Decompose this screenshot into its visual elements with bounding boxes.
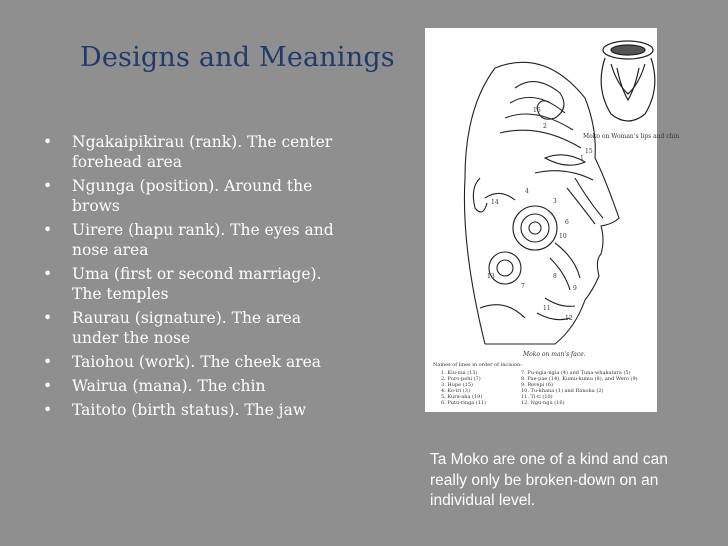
svg-text:5. Kura-aha (19): 5. Kura-aha (19) [441, 394, 483, 400]
moko-face-drawing [425, 28, 680, 412]
list-item [40, 264, 340, 304]
bullet-icon: • [43, 401, 53, 419]
svg-text:4: 4 [525, 188, 529, 195]
svg-text:12: 12 [565, 315, 573, 322]
svg-text:7: 7 [521, 283, 525, 290]
figure-caption: Ta Moko are one of a kind and can really only be broken-down on an individual level. [430, 451, 668, 509]
svg-text:15: 15 [585, 148, 593, 155]
bullet-icon: • [43, 353, 53, 371]
svg-text:4. Ko-iri (3): 4. Ko-iri (3) [441, 388, 470, 394]
list-item [40, 176, 340, 216]
svg-text:6. Putu-ringa (11): 6. Putu-ringa (11) [441, 400, 487, 406]
svg-text:12. Ngu-ngu (16): 12. Ngu-ngu (16) [521, 400, 565, 406]
list-item-text: Uirere (hapu rank). The eyes and nose area [72, 221, 334, 259]
face-label: Moko on man's face. [523, 351, 586, 358]
svg-text:9. Rerepi (6): 9. Rerepi (6) [521, 382, 553, 388]
bullet-icon: • [43, 265, 53, 283]
svg-text:14: 14 [491, 199, 499, 206]
list-item-text: Uma (first or second marriage). The temples [72, 265, 322, 303]
list-item [40, 376, 340, 396]
moko-illustration [425, 28, 680, 412]
list-item [40, 352, 340, 372]
svg-text:3: 3 [553, 198, 557, 205]
svg-text:16: 16 [533, 107, 541, 114]
list-item [40, 400, 340, 420]
svg-text:1: 1 [580, 155, 584, 162]
svg-text:13: 13 [487, 273, 495, 280]
list-item-text: Taiohou (work). The cheek area [72, 353, 322, 371]
svg-text:11: 11 [543, 305, 551, 312]
bullet-icon: • [43, 377, 53, 395]
list-item [40, 220, 340, 260]
list-item-text: Raurau (signature). The area under the nose [72, 309, 302, 347]
bullet-icon: • [43, 133, 53, 151]
svg-text:6: 6 [565, 219, 569, 226]
list-item-text: Ngakaipikirau (rank). The center forehead area [72, 133, 333, 171]
svg-text:11. Ti-ti (10): 11. Ti-ti (10) [521, 394, 553, 400]
svg-text:2: 2 [543, 123, 547, 130]
slide-title: Designs and Meanings [80, 42, 395, 73]
svg-text:1. Kiu-nui (13): 1. Kiu-nui (13) [441, 370, 478, 376]
svg-text:2. Puro-pehi (7): 2. Puro-pehi (7) [441, 376, 481, 382]
list-item [40, 308, 340, 348]
list-item-text: Wairua (mana). The chin [72, 377, 266, 395]
lips-chin-inset [601, 41, 655, 121]
svg-text:9: 9 [573, 285, 577, 292]
lips-label: Moko on Woman's lips and chin [583, 133, 680, 140]
svg-text:10: 10 [559, 233, 567, 240]
svg-text:3. Hupe (15): 3. Hupe (15) [441, 382, 473, 388]
list-item [40, 132, 340, 172]
list-item-text: Ngunga (position). Around the brows [72, 177, 313, 215]
list-item-text: Taitoto (birth status). The jaw [72, 401, 307, 419]
face-profile [464, 62, 619, 344]
svg-text:8: 8 [553, 273, 557, 280]
meanings-list [40, 132, 340, 424]
bullet-icon: • [43, 309, 53, 327]
svg-text:10. Tu-khana (1) and Ranoha (2: 10. Tu-khana (1) and Ranoha (2) [521, 388, 604, 394]
bullet-icon: • [43, 177, 53, 195]
legend-table [433, 362, 638, 406]
svg-text:8. Pae-pae (14), Kumu-kumu (8): 8. Pae-pae (14), Kumu-kumu (8), and Wero (9) [521, 376, 638, 382]
svg-text:7. Pu-ngia-ngia (4) and Tuna-w: 7. Pu-ngia-ngia (4) and Tuna-whakatara (5) [521, 370, 631, 376]
svg-text:Names of lines in order of inc: Names of lines in order of incision: [433, 362, 522, 368]
bullet-icon: • [43, 221, 53, 239]
